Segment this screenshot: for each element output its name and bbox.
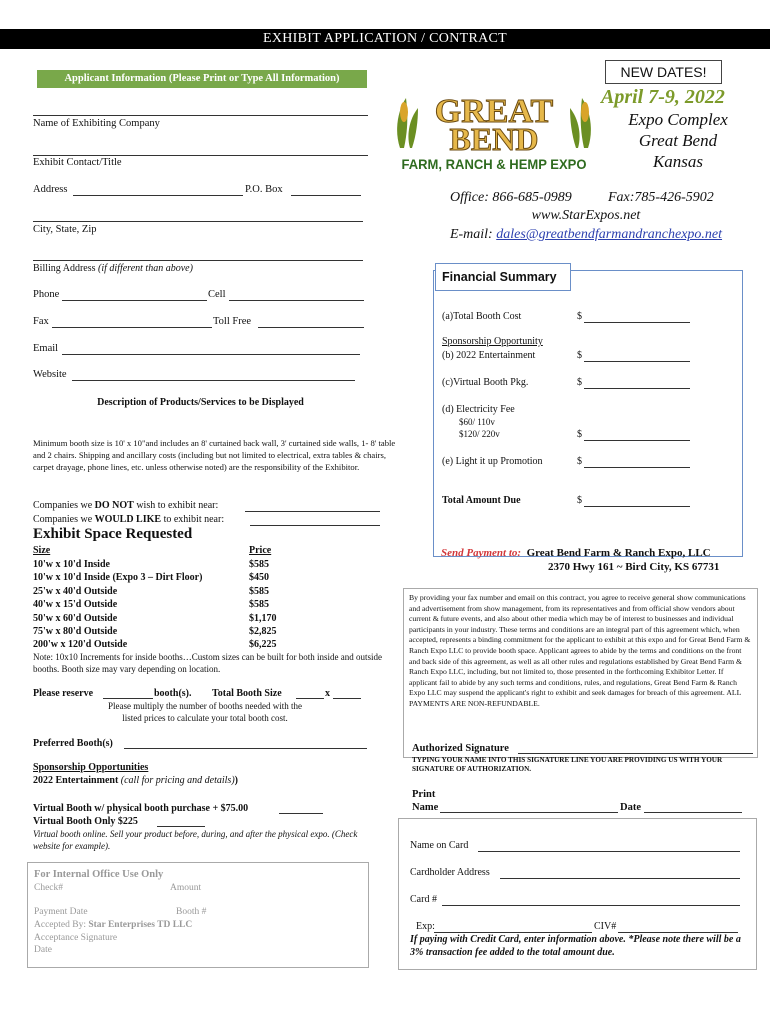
card-exp-field[interactable]: [434, 932, 592, 933]
send-payment-line: Send Payment to: Great Bend Farm & Ranch Expo, LLC: [441, 547, 711, 559]
total-dollar: $: [577, 495, 582, 506]
credit-card-note: If paying with Credit Card, enter information above. *Please note there will be a 3% transaction fee added to the total amount due.: [410, 934, 741, 958]
logo-word-great: GREAT: [434, 93, 554, 130]
website: www.StarExpos.net: [531, 208, 641, 223]
card-cvv-label: CIV#: [594, 921, 617, 932]
price-header: Price: [249, 545, 272, 556]
entertainment-dollar: $: [577, 350, 582, 361]
office-fax: Fax:785-426-5902: [608, 190, 714, 205]
size-row: 10'w x 10'd Inside (Expo 3 – Dirt Floor): [33, 572, 203, 584]
total-size-label: Total Booth Size: [212, 688, 282, 699]
cardholder-address-label: Cardholder Address: [410, 867, 490, 878]
reserve-count-field[interactable]: [103, 698, 153, 699]
total-due-field[interactable]: [584, 506, 690, 507]
billing-field[interactable]: [33, 260, 363, 261]
size-row: 75'w x 80'd Outside: [33, 626, 118, 638]
venue-line-2: Great Bend: [638, 131, 718, 150]
price-list: [249, 558, 277, 652]
size-header: Size: [33, 545, 51, 556]
size-row: 200'w x 120'd Outside: [33, 639, 128, 651]
size-note: Note: 10x10 Increments for inside booths…Custom sizes can be built for both inside and outside booths. Booth size may vary depending on location.: [33, 652, 382, 674]
multiply-note: Please multiply the number of booths needed with the listed prices to calculate your total booth cost.: [108, 701, 302, 723]
event-dates: April 7-9, 2022: [601, 86, 725, 108]
booth-cost-dollar: $: [577, 311, 582, 322]
authorized-signature-label: Authorized Signature: [412, 743, 509, 754]
accepted-line: Accepted By: Star Enterprises TD LLC: [34, 920, 193, 930]
preferred-field[interactable]: [124, 748, 367, 749]
financial-title: Financial Summary: [435, 263, 571, 291]
virtual-only-field[interactable]: [157, 826, 205, 827]
price-row: $585: [249, 559, 269, 570]
electricity-field[interactable]: [584, 440, 690, 441]
expo-logo: [392, 90, 597, 172]
send-payment-address: 2370 Hwy 161 ~ Bird City, KS 67731: [548, 561, 720, 573]
virtual-physical-label: Virtual Booth w/ physical booth purchase + $75.00: [33, 803, 249, 814]
size-row: 25'w x 40'd Outside: [33, 585, 118, 597]
like-near-field[interactable]: [250, 525, 380, 526]
entertainment-field[interactable]: [584, 361, 690, 362]
email-field[interactable]: [62, 354, 360, 355]
form-title: EXHIBIT APPLICATION / CONTRACT: [0, 29, 770, 49]
virtual-only-label: Virtual Booth Only $225: [33, 816, 138, 827]
city-label: City, State, Zip: [33, 224, 97, 235]
pobox-label: P.O. Box: [245, 184, 283, 195]
price-row: $585: [249, 599, 269, 611]
price-row: $6,225: [249, 639, 277, 651]
tollfree-field[interactable]: [258, 327, 364, 328]
booth-cost-field[interactable]: [584, 322, 690, 323]
card-number-label: Card #: [410, 894, 437, 905]
website-field[interactable]: [72, 380, 355, 381]
like-near-label: Companies we WOULD LIKE to exhibit near:: [33, 514, 225, 525]
sponsorship-label: Sponsorship Opportunity: [442, 336, 543, 347]
venue-line-1: Expo Complex: [628, 110, 728, 129]
cell-field[interactable]: [229, 300, 364, 301]
applicant-banner: Applicant Information (Please Print or Type All Information): [37, 70, 367, 88]
size-row: 10'w x 10'd Inside: [33, 559, 110, 570]
size-list: [33, 558, 202, 652]
total-due-label: Total Amount Due: [442, 495, 521, 506]
acceptance-signature-label: Acceptance Signature: [34, 933, 118, 943]
venue-line-3: Kansas: [652, 152, 704, 171]
size-width-field[interactable]: [296, 698, 324, 699]
price-row: $1,170: [249, 612, 277, 624]
size-x-label: x: [325, 688, 330, 699]
lightup-field[interactable]: [584, 467, 690, 468]
office-date-label: Date: [34, 945, 52, 955]
authorized-signature-field[interactable]: [518, 753, 753, 754]
name-on-card-label: Name on Card: [410, 840, 469, 851]
booth-number-label: Booth #: [176, 907, 207, 917]
office-use-box: [27, 862, 369, 968]
signature-note: TYPING YOUR NAME INTO THIS SIGNATURE LINE YOU ARE PROVIDING US WITH YOUR SIGNATURE OF AUTHORIZATION.: [412, 756, 723, 773]
cardholder-address-field[interactable]: [500, 878, 740, 879]
reserve-label: Please reserve: [33, 688, 94, 699]
city-field[interactable]: [33, 221, 363, 222]
size-row: 40'w x 15'd Outside: [33, 599, 118, 611]
electricity-label: (d) Electricity Fee: [442, 404, 515, 415]
office-use-title: For Internal Office Use Only: [34, 869, 164, 880]
contact-label: Exhibit Contact/Title: [33, 157, 122, 168]
electricity-110-label: $60/ 110v: [459, 417, 495, 427]
date-field[interactable]: [644, 812, 742, 813]
company-field[interactable]: [33, 115, 368, 116]
preferred-label: Preferred Booth(s): [33, 738, 113, 749]
entertainment-line: 2022 Entertainment (call for pricing and details)): [33, 775, 239, 786]
phone-label: Phone: [33, 289, 60, 300]
not-near-field[interactable]: [245, 511, 380, 512]
products-heading: Description of Products/Services to be Displayed: [97, 397, 304, 408]
size-row: 50'w x 60'd Outside: [33, 612, 118, 624]
name-on-card-field[interactable]: [478, 851, 740, 852]
contact-field[interactable]: [33, 155, 368, 156]
logo-word-bend: BEND: [449, 121, 539, 157]
email-label: Email: [33, 343, 59, 354]
print-label: Print: [412, 789, 436, 800]
card-number-field[interactable]: [442, 905, 740, 906]
payment-date-label: Payment Date: [34, 907, 88, 917]
print-name-label: Name: [412, 802, 439, 813]
phone-field[interactable]: [62, 300, 207, 301]
booths-label: booth(s).: [154, 688, 192, 699]
address-field[interactable]: [73, 195, 243, 196]
check-label: Check#: [34, 883, 64, 893]
electricity-dollar: $: [577, 429, 582, 440]
lightup-label: (e) Light it up Promotion: [442, 456, 543, 467]
space-heading: Exhibit Space Requested: [33, 526, 193, 542]
minimum-booth-text: Minimum booth size is 10' x 10"and includes an 8' curtained back wall, 3' curtained side walls, 1- 8' table and 2 chairs. Shipping and ancillary costs (including but not limited to electrical, extra tables & chairs, carpet drayage, phone lines, etc. unless otherwise noted) are the responsibility of the Exhibitor.: [33, 438, 396, 472]
website-label: Website: [33, 369, 67, 380]
sponsor-heading: Sponsorship Opportunities: [33, 762, 149, 773]
price-row: $585: [249, 585, 269, 597]
fax-field[interactable]: [52, 327, 212, 328]
electricity-220-label: $120/ 220v: [459, 429, 500, 439]
virtual-note: Virtual booth online. Sell your product before, during, and after the physical expo. (Check website for example).: [33, 829, 358, 851]
card-cvv-field[interactable]: [618, 932, 738, 933]
address-label: Address: [33, 184, 68, 195]
amount-label: Amount: [170, 883, 202, 893]
not-near-label: Companies we DO NOT wish to exhibit near:: [33, 500, 219, 511]
tollfree-label: Toll Free: [213, 316, 252, 327]
price-row: $450: [249, 572, 269, 584]
terms-text: By providing your fax number and email on this contract, you agree to receive general show communications and advertisement from show management, from its representatives and from official show vendors about current & future events, and also about other media which may be of interest to businesses and individual participants in your industry. These terms and conditions are an integral part of this agreement which, when accepted, represents a binding commitment for the applicant to exhibit at this expo and for Great Bend Farm & Ranch Expo LLC to provide booth space. Applicant agrees to abide by the terms and conditions on the front and back side of this agreement, as well as all other rules and regulations established by Great Bend Farm & Ranch Expo LLC, including, but not limited to, those presented in the forthcoming Exhibitor Letter. If applicant fail to abide by any such terms and conditions, rules, and regulations, Great Bend Farm & Ranch Expo LLC may suspend the applicant's right to exhibit and seek damages for breach of this agreement. ALL PAYMENTS ARE NON-REFUNDABLE.: [403, 588, 758, 758]
virtual-fin-label: (c)Virtual Booth Pkg.: [442, 377, 529, 388]
size-depth-field[interactable]: [333, 698, 361, 699]
print-name-field[interactable]: [440, 812, 618, 813]
cell-label: Cell: [208, 289, 226, 300]
logo-subtitle: FARM, RANCH & HEMP EXPO: [401, 156, 587, 172]
fax-label: Fax: [33, 316, 49, 327]
lightup-dollar: $: [577, 456, 582, 467]
booth-cost-label: (a)Total Booth Cost: [442, 311, 522, 322]
contact-email[interactable]: E-mail: dales@greatbendfarmandranchexpo.net: [449, 227, 723, 242]
card-exp-label: Exp:: [416, 921, 435, 932]
virtual-physical-field[interactable]: [279, 813, 323, 814]
price-row: $2,825: [249, 626, 277, 638]
billing-label: Billing Address (if different than above): [33, 263, 193, 274]
virtual-dollar: $: [577, 377, 582, 388]
office-phone: Office: 866-685-0989: [450, 190, 572, 205]
virtual-field[interactable]: [584, 388, 690, 389]
date-label: Date: [620, 802, 641, 813]
pobox-field[interactable]: [291, 195, 361, 196]
new-dates-badge: NEW DATES!: [605, 60, 722, 84]
entertainment-fin-label: (b) 2022 Entertainment: [442, 350, 536, 361]
company-label: Name of Exhibiting Company: [33, 118, 160, 129]
